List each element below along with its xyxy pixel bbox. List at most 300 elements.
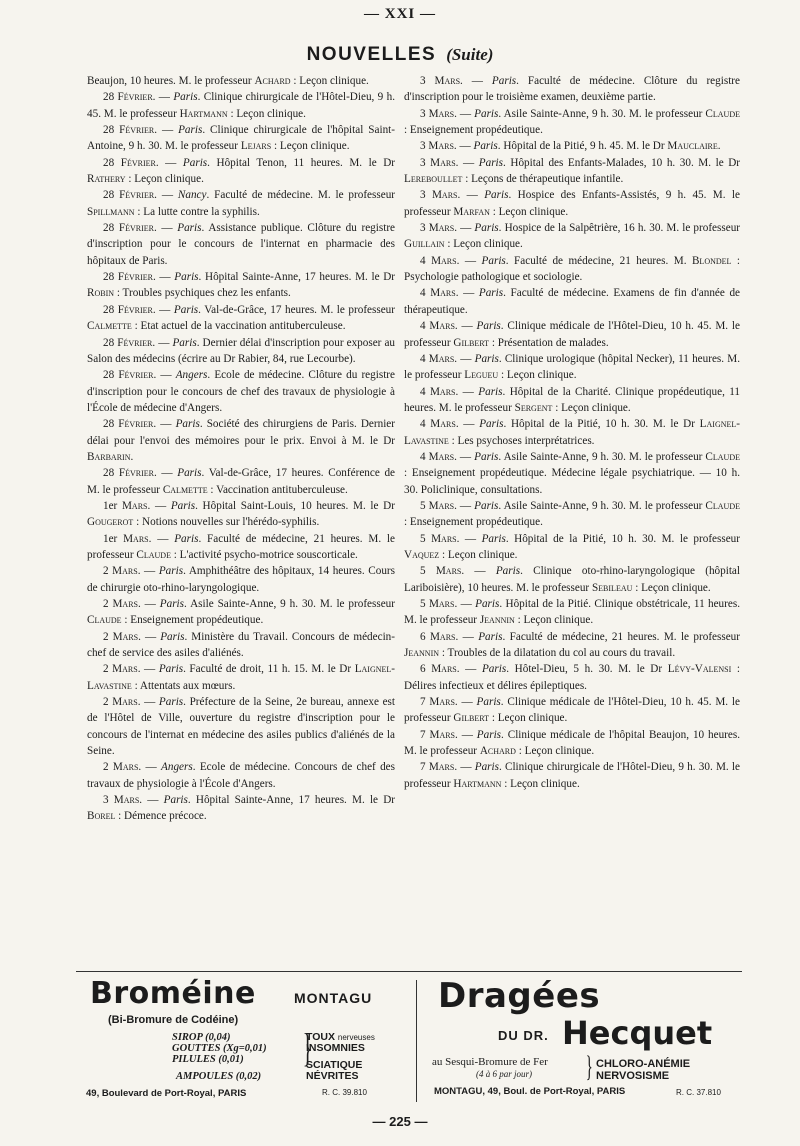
- entry-text: . —: [155, 156, 183, 169]
- title-suite: (Suite): [446, 45, 494, 64]
- person-name: Laignel-Lavastine: [87, 663, 396, 692]
- announcement-entry: [87, 792, 395, 825]
- entry-text: . —: [139, 794, 164, 807]
- entry-text: : Enseignement propédeutique.: [404, 516, 543, 529]
- person-name: Février: [118, 467, 154, 480]
- person-name: Mars: [428, 450, 455, 463]
- announcement-entry: [87, 531, 395, 564]
- person-name: Février: [117, 336, 153, 349]
- person-name: Lejars: [240, 140, 272, 153]
- announcement-entry: [404, 253, 740, 286]
- person-name: Mars: [428, 499, 455, 512]
- announcement-entry: [404, 138, 740, 154]
- city-name: Paris: [478, 385, 503, 398]
- entry-text: . —: [454, 499, 475, 512]
- city-name: Paris: [476, 696, 501, 709]
- city-name: Paris: [474, 499, 499, 512]
- dragees-ad: [426, 976, 746, 1102]
- bromeine-address: 49, Boulevard de Port-Royal, PARIS: [86, 1088, 247, 1099]
- entry-text: . —: [453, 140, 474, 153]
- city-name: Paris: [491, 75, 517, 87]
- entry-text: . Hôpital Sainte-Anne, 17 heures. M. le Dr: [187, 794, 396, 807]
- announcement-entry: [87, 89, 395, 122]
- entry-text: . Asile Sainte-Anne, 9 h. 30. M. le professeur: [498, 499, 706, 512]
- brace-glyph-2: }: [585, 1050, 593, 1083]
- entry-text: 3: [420, 140, 429, 153]
- city-name: Paris: [173, 303, 199, 316]
- announcement-entry: [87, 629, 395, 662]
- entry-text: : Leçon clinique.: [498, 369, 577, 382]
- person-name: Février: [118, 369, 154, 382]
- announcement-entry: [404, 155, 740, 188]
- bromeine-rc: R. C. 39.810: [322, 1088, 367, 1097]
- entry-text: . Asile Sainte-Anne, 9 h. 30. M. le professeur: [498, 107, 706, 120]
- announcement-entry: [404, 498, 740, 531]
- person-name: Février: [117, 303, 153, 316]
- entry-text: 5: [420, 532, 432, 545]
- entry-text: : Psychologie pathologique et sociologie.: [404, 254, 741, 284]
- ind-sciatique: SCIATIQUE: [306, 1059, 363, 1071]
- entry-text: 28: [103, 124, 120, 137]
- entry-text: 2: [103, 630, 113, 643]
- ind-insomnies: INSOMNIES: [306, 1042, 365, 1054]
- person-name: Mars: [113, 794, 140, 807]
- entry-text: . Clinique urologique (hôpital Necker), 11 heures. M. le professeur: [404, 352, 740, 382]
- entry-text: . —: [138, 761, 162, 774]
- person-name: Mars: [428, 761, 455, 774]
- entry-text: . —: [153, 418, 176, 431]
- entry-text: . Clinique chirurgicale de l'hôpital Saint-Antoine, 9 h. 30. M. le professeur: [87, 124, 396, 153]
- entry-text: 5: [420, 598, 429, 610]
- bromeine-indications: [306, 1032, 375, 1082]
- person-name: Mars: [121, 499, 148, 512]
- city-name: Paris: [158, 565, 184, 578]
- person-name: Mars: [429, 630, 456, 643]
- city-name: Paris: [478, 287, 504, 300]
- entry-text: . —: [454, 107, 475, 120]
- form-pilules: PILULES (0,01): [172, 1054, 244, 1065]
- announcement-entry: [404, 727, 740, 760]
- city-name: Paris: [178, 124, 203, 137]
- person-name: Claude: [136, 548, 171, 561]
- person-name: Robin: [87, 287, 115, 300]
- entry-text: : Leçon clinique.: [439, 548, 518, 561]
- entry-text: 6: [420, 663, 432, 676]
- entry-text: 28: [103, 336, 118, 349]
- entry-text: . Ecole de médecine. Clôture du registre d'inscription pour le concours de chef des travaux de physiologie à l'École de médecine d'Angers.: [87, 369, 395, 414]
- entry-text: . —: [137, 565, 159, 578]
- entry-text: . Clinique médicale de l'Hôtel-Dieu, 10 h. 45. M. le professeur: [404, 696, 740, 725]
- entry-text: . —: [137, 663, 159, 676]
- entry-text: . Hôpital des Enfants-Malades, 10 h. 30. M. le Dr: [503, 156, 741, 169]
- dragees-indications: [596, 1058, 690, 1082]
- city-name: Paris: [174, 532, 199, 545]
- city-name: Paris: [474, 222, 499, 235]
- city-name: Paris: [481, 254, 506, 267]
- city-name: Paris: [476, 320, 501, 333]
- entry-text: 4: [420, 287, 431, 300]
- person-name: Mars: [428, 107, 455, 120]
- entry-text: . —: [138, 598, 160, 610]
- entry-text: 7: [420, 761, 429, 774]
- city-name: Paris: [484, 189, 509, 202]
- announcement-entry: [404, 318, 740, 351]
- entry-text: 3: [420, 156, 431, 169]
- entry-text: : La lutte contre la syphilis.: [134, 205, 260, 218]
- entry-text: . Clinique médicale de l'hôpital Beaujon, 10 heures. M. le professeur: [404, 728, 741, 758]
- announcement-entry: [87, 122, 395, 155]
- entry-text: 1er: [103, 532, 124, 545]
- entry-text: : Etat actuel de la vaccination antituberculeuse.: [131, 320, 346, 333]
- entry-text: : Leçons de thérapeutique infantile.: [462, 173, 624, 186]
- entry-text: 2: [103, 663, 113, 676]
- person-name: Mars: [429, 728, 456, 741]
- entry-text: . Asile Sainte-Anne, 9 h. 30. M. le professeur: [184, 598, 396, 610]
- entry-text: . —: [152, 271, 175, 284]
- person-name: Mars: [112, 663, 138, 676]
- entry-text: 28: [103, 303, 118, 316]
- entry-text: . —: [153, 222, 178, 235]
- announcement-entry: [87, 73, 395, 89]
- entry-text: : Leçon clinique.: [632, 581, 711, 594]
- city-name: Paris: [473, 140, 498, 153]
- announcement-entry: [404, 285, 740, 318]
- person-name: Spillmann: [87, 205, 135, 218]
- person-name: Mars: [430, 156, 456, 169]
- dragees-brand: Dragées: [438, 976, 601, 1016]
- announcement-entry: [87, 335, 395, 368]
- entry-text: . Hospice de la Salpêtrière, 16 h. 30. M. le professeur: [498, 222, 741, 235]
- person-name: Février: [118, 222, 154, 235]
- entry-text: 28: [103, 467, 119, 480]
- entry-text: 7: [420, 728, 430, 741]
- person-name: Mars: [112, 630, 139, 643]
- entry-text: . Clinique chirurgicale de l'Hôtel-Dieu, 9 h. 45. M. le professeur: [87, 91, 396, 120]
- entry-text: : Leçon clinique.: [489, 712, 568, 725]
- entry-text: . —: [457, 189, 485, 202]
- entry-text: : Leçon clinique.: [501, 777, 580, 790]
- city-name: Angers: [161, 761, 193, 774]
- entry-text: . —: [454, 598, 476, 610]
- person-name: Mars: [429, 320, 455, 333]
- announcement-entry: [404, 596, 740, 629]
- person-name: Marfan: [453, 205, 490, 218]
- person-name: Gilbert: [453, 712, 490, 725]
- page-number: — 225 —: [372, 1114, 428, 1129]
- entry-text: : Enseignement propédeutique.: [404, 124, 543, 137]
- entry-text: 3: [420, 107, 429, 120]
- entry-text: . —: [137, 696, 159, 709]
- entry-text: . —: [455, 418, 480, 431]
- entry-text: . Hôpital de la Pitié, 10 h. 30. M. le professeur: [505, 532, 741, 545]
- announcement-entry: [87, 302, 395, 335]
- entry-text: . —: [153, 467, 178, 480]
- entry-text: 4: [420, 385, 430, 398]
- announcement-entry: [404, 384, 740, 417]
- entry-text: 1er: [103, 499, 122, 512]
- brace-glyph: }: [302, 1025, 313, 1070]
- entry-text: . Assistance publique. Clôture du registre d'inscription pour le concours de l'internat en pharmacie des hôpitaux de Paris.: [87, 222, 396, 267]
- city-name: Paris: [481, 532, 506, 545]
- announcement-entry: [87, 416, 395, 465]
- roman-page-number: — XXI —: [363, 6, 436, 22]
- entry-text: 3: [420, 222, 429, 235]
- announcement-entry: [87, 367, 395, 416]
- person-name: Calmette: [162, 483, 208, 496]
- entry-text: . Hôpital Sainte-Anne, 17 heures. M. le Dr: [198, 271, 396, 284]
- person-name: Mars: [431, 189, 458, 202]
- dragees-dose: (4 à 6 par jour): [476, 1069, 532, 1079]
- announcement-entry: [87, 661, 395, 694]
- entry-text: . Clinique médicale de l'Hôtel-Dieu, 10 h. 45. M. le professeur: [404, 320, 740, 349]
- entry-text: . —: [454, 320, 477, 333]
- entry-text: . —: [154, 189, 178, 202]
- person-name: Mars: [434, 75, 461, 87]
- entry-text: 28: [103, 156, 121, 169]
- person-name: Février: [119, 189, 155, 202]
- entry-text: . —: [455, 156, 479, 169]
- person-name: Mars: [112, 761, 139, 774]
- entry-text: . Val-de-Grâce, 17 heures. M. le professeur: [198, 303, 395, 316]
- entry-text: 28: [103, 91, 118, 104]
- person-name: Mars: [112, 696, 138, 709]
- entry-text: . Hôpital de la Pitié, 9 h. 45. M. le Dr: [497, 140, 668, 153]
- entry-text: : Présentation de malades.: [489, 336, 609, 349]
- entry-text: . Préfecture de la Seine, 2e bureau, annexe est de l'Hôtel de Ville, ouverture du registre d'inscription pour le concours de l'internat en médecine des asiles publics d'aliénés de la Seine.: [87, 696, 395, 758]
- announcement-entry: [404, 661, 740, 694]
- entry-text: : Leçon clinique.: [444, 238, 523, 251]
- entry-text: . Hôtel-Dieu, 5 h. 30. M. le Dr: [506, 663, 668, 676]
- entry-text: . —: [456, 663, 482, 676]
- entry-text: 4: [420, 254, 432, 267]
- announcement-entry: [404, 449, 740, 498]
- bromeine-subtitle: (Bi-Bromure de Codéine): [108, 1014, 239, 1026]
- entry-text: 7: [420, 696, 430, 709]
- person-name: Gougerot: [87, 516, 134, 529]
- person-name: Mars: [112, 565, 138, 578]
- person-name: Lévy-Valensi: [667, 663, 732, 676]
- entry-text: . —: [455, 287, 479, 300]
- person-name: Février: [118, 418, 154, 431]
- entry-text: .: [717, 140, 721, 153]
- person-name: Mars: [112, 598, 138, 610]
- person-name: Mars: [429, 385, 456, 398]
- entry-text: : Leçon clinique.: [489, 205, 569, 218]
- dragees-rc: R. C. 37.810: [676, 1088, 721, 1097]
- person-name: Février: [117, 91, 153, 104]
- announcement-entry: [87, 596, 395, 629]
- entry-text: . Clinique chirurgicale de l'Hôtel-Dieu, 9 h. 30. M. le professeur: [404, 761, 741, 790]
- entry-text: : Démence précoce.: [115, 810, 207, 823]
- city-name: Paris: [173, 91, 198, 104]
- entry-text: . Clinique oto-rhino-laryngologique (hôpital Lariboisière), 10 heures. M. le professeur: [404, 565, 741, 594]
- person-name: Claude: [705, 107, 740, 120]
- entry-text: 28: [103, 418, 119, 431]
- entry-text: . —: [152, 91, 174, 104]
- person-name: Février: [119, 124, 155, 137]
- person-name: Claude: [87, 614, 122, 627]
- entry-text: . —: [153, 369, 176, 382]
- dragees-du-dr: DU DR.: [498, 1028, 549, 1043]
- person-name: Claude: [705, 499, 740, 512]
- entry-text: 2: [103, 598, 113, 610]
- city-name: Paris: [158, 696, 184, 709]
- person-name: Blondel: [691, 254, 732, 267]
- entry-text: : Attentats aux mœurs.: [131, 679, 236, 692]
- city-name: Paris: [174, 271, 199, 284]
- announcement-entry: [87, 269, 395, 302]
- person-name: Barbarin: [87, 450, 131, 463]
- entry-text: . Faculté de médecine, 21 heures. M.: [505, 254, 692, 267]
- entry-text: 28: [103, 189, 120, 202]
- person-name: Achard: [479, 745, 516, 758]
- person-name: Février: [120, 156, 156, 169]
- entry-text: 4: [420, 352, 429, 365]
- entry-text: : Notions nouvelles sur l'hérédo-syphilis.: [133, 516, 320, 529]
- city-name: Paris: [474, 352, 499, 365]
- entry-text: . —: [138, 630, 161, 643]
- entry-text: : Leçon clinique.: [290, 75, 369, 87]
- entry-text: . —: [454, 222, 475, 235]
- person-name: Mars: [430, 287, 456, 300]
- entry-text: . Société des chirurgiens de Paris. Dernier délai pour l'envoi des mémoires pour le prix. Envoi à M. le Dr: [87, 418, 396, 447]
- city-name: Paris: [476, 728, 502, 741]
- entry-text: : Enseignement propédeutique.: [121, 614, 264, 627]
- entry-text: . Asile Sainte-Anne, 9 h. 30. M. le professeur: [498, 450, 706, 463]
- city-name: Paris: [475, 598, 500, 610]
- city-name: Paris: [177, 467, 202, 480]
- entry-text: : Troubles de la dilatation du col au cours du travail.: [439, 647, 676, 660]
- person-name: Mars: [429, 696, 455, 709]
- right-column: [404, 73, 740, 792]
- person-name: Vaquez: [404, 548, 440, 561]
- bromeine-forms: [172, 1032, 267, 1082]
- announcement-entry: [404, 531, 740, 564]
- person-name: Mars: [123, 532, 149, 545]
- bromeine-brand: Broméine: [90, 976, 256, 1011]
- entry-text: 4: [420, 450, 429, 463]
- entry-text: : Leçon clinique.: [514, 614, 594, 627]
- entry-text: . Amphithéâtre des hôpitaux, 14 heures. Cours de chirurgie oto-rhino-laryngologique.: [87, 565, 395, 594]
- entry-text: . Val-de-Grâce, 17 heures. Conférence de M. le professeur: [87, 467, 396, 496]
- section-title: [0, 44, 800, 66]
- announcement-entry: [87, 465, 395, 498]
- form-ampoules: AMPOULES (0,02): [176, 1071, 262, 1082]
- entry-text: . —: [455, 385, 479, 398]
- entry-text: Beaujon, 10 heures. M. le professeur: [87, 75, 255, 87]
- left-column: [87, 73, 395, 825]
- person-name: Mars: [428, 598, 455, 610]
- entry-text: . Hôpital de la Pitié. Clinique obstétricale, 11 heures. M. le professeur: [404, 598, 740, 627]
- entry-text: 4: [420, 418, 431, 431]
- person-name: Sebileau: [591, 581, 633, 594]
- city-name: Paris: [160, 630, 185, 643]
- entry-text: . Faculté de médecine. M. le professeur: [206, 189, 396, 202]
- person-name: Mars: [431, 663, 457, 676]
- announcement-entry: [404, 416, 740, 449]
- person-name: Gilbert: [453, 336, 490, 349]
- person-name: Jeannin: [404, 647, 440, 660]
- person-name: Guillain: [404, 238, 445, 251]
- city-name: Paris: [159, 598, 185, 610]
- person-name: Mars: [428, 352, 455, 365]
- person-name: Legueu: [464, 369, 499, 382]
- entry-text: . —: [154, 124, 179, 137]
- ads-vertical-divider: [416, 980, 417, 1102]
- entry-text: . Dernier délai d'inscription pour exposer au Salon des médecins (écrire au Dr Rabier, 84, rue Lecourbe).: [87, 336, 396, 365]
- entry-text: : Leçon clinique.: [515, 745, 595, 758]
- entry-text: 3: [420, 75, 435, 87]
- ads-divider: [76, 971, 742, 972]
- form-sirop: SIROP (0,04): [172, 1032, 231, 1043]
- person-name: Hartmann: [179, 107, 228, 120]
- dragees-name: Hecquet: [562, 1014, 713, 1052]
- city-name: Angers: [175, 369, 208, 382]
- entry-text: : Troubles psychiques chez les enfants.: [114, 287, 291, 300]
- announcement-entry: [404, 187, 740, 220]
- announcement-entry: [87, 155, 395, 188]
- announcement-entry: [87, 220, 395, 269]
- person-name: Mars: [435, 565, 462, 578]
- entry-text: . Faculté de médecine. Examens de fin d'année de thérapeutique.: [404, 287, 741, 316]
- person-name: Lereboullet: [404, 173, 463, 186]
- person-name: Borel: [87, 810, 116, 823]
- entry-text: 4: [420, 320, 430, 333]
- announcement-entry: [87, 759, 395, 792]
- entry-text: : Les psychoses interprétatrices.: [448, 434, 595, 447]
- entry-text: 2: [103, 565, 113, 578]
- city-name: Paris: [177, 222, 202, 235]
- entry-text: . —: [454, 761, 475, 774]
- entry-text: . —: [152, 336, 173, 349]
- announcement-entry: [87, 563, 395, 596]
- dragees-desc: au Sesqui-Bromure de Fer: [432, 1056, 548, 1068]
- entry-text: : Leçon clinique.: [227, 107, 306, 120]
- entry-text: . Hôpital Tenon, 11 heures. M. le Dr: [207, 156, 396, 169]
- person-name: Hartmann: [453, 777, 502, 790]
- announcement-entry: [404, 106, 740, 139]
- announcement-entry: [404, 694, 740, 727]
- entry-text: . —: [454, 450, 475, 463]
- entry-text: 3: [420, 189, 432, 202]
- entry-text: : Leçon clinique.: [271, 140, 350, 153]
- entry-text: 6: [420, 630, 430, 643]
- entry-text: . —: [454, 352, 475, 365]
- person-name: Laignel-Lavastine: [404, 418, 741, 447]
- entry-text: .: [130, 450, 134, 463]
- entry-text: : Enseignement propédeutique. Médecine légale psychiatrique. — 10 h. 30. Policlinique, consultations.: [404, 467, 740, 496]
- announcement-entry: [404, 351, 740, 384]
- entry-text: . —: [152, 303, 174, 316]
- title-main: NOUVELLES: [306, 44, 437, 65]
- entry-text: 2: [103, 761, 113, 774]
- city-name: Nancy: [177, 189, 207, 202]
- entry-text: . —: [461, 565, 496, 578]
- city-name: Paris: [479, 418, 504, 431]
- entry-text: : Leçon clinique.: [125, 173, 204, 186]
- person-name: Mars: [428, 140, 454, 153]
- entry-text: : Délires infectieux et délires épileptiques.: [404, 663, 740, 692]
- entry-text: . —: [148, 532, 175, 545]
- person-name: Jeannin: [479, 614, 515, 627]
- entry-text: : Leçon clinique.: [552, 401, 631, 414]
- entry-text: 2: [103, 696, 113, 709]
- entry-text: 3: [103, 794, 114, 807]
- person-name: Rathery: [87, 173, 126, 186]
- announcement-entry: [404, 563, 740, 596]
- city-name: Paris: [478, 156, 504, 169]
- entry-text: . Hôpital de la Charité. Clinique propédeutique, 11 heures. M. le professeur: [404, 385, 741, 414]
